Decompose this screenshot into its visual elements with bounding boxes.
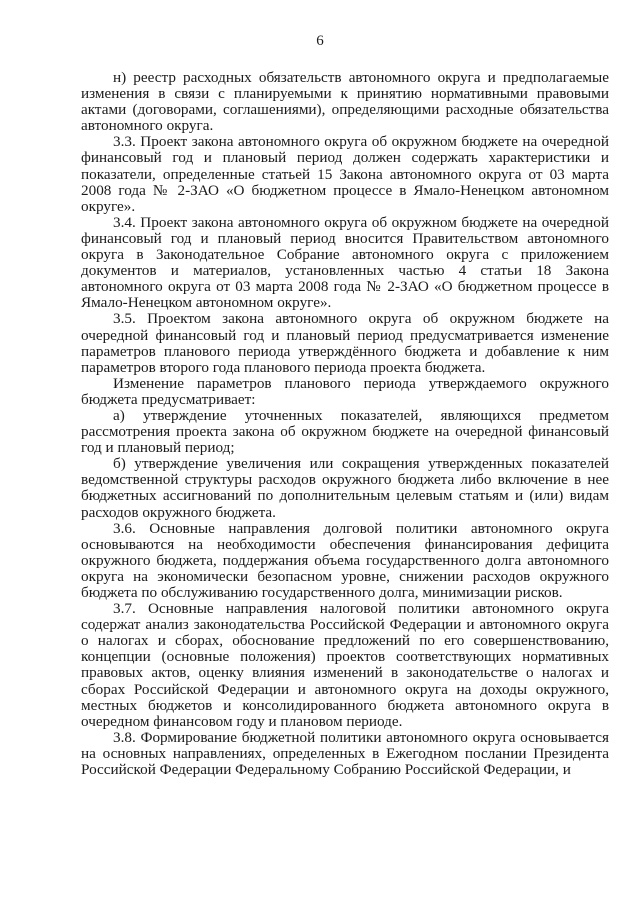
- paragraph-change-params: Изменение параметров планового периода утверждаемого окружного бюджета предусматривает:: [81, 374, 609, 408]
- paragraph-item-n: н) реестр расходных обязательств автономного округа и предполагаемые изменения в связи с планируемыми к принятию нормативными правовыми актами (договорами, соглашениями), определяющими расходные обязательства автономного округа.: [81, 69, 609, 135]
- paragraph-3-3: 3.3. Проект закона автономного округа об окружном бюджете на очередной финансовый год и плановый период должен содержать характеристики и показатели, определенные статьей 15 Закона автономного округа от 03 марта 2008 года № 2-ЗАО «О бюджетном процессе в Ямало-Ненецком автономном округе».: [81, 133, 609, 215]
- paragraph-3-7: 3.7. Основные направления налоговой политики автономного округа содержат анализ законодательства Российской Федерации и автономного округа о налогах и сборах, обоснование предложений по его совершенствованию, концепции (основные положения) проектов соответствующих нормативных правовых актов, оценку влияния изменений в законодательстве о налогах и сборах Российской Федерации и автономного округа на доходы окружного, местных бюджетов и консолидированного бюджета автономного округа в очередном финансовом году и плановом периоде.: [81, 600, 609, 730]
- paragraph-3-4: 3.4. Проект закона автономного округа об окружном бюджете на очередной финансовый год и плановый период вносится Правительством автономного округа в Законодательное Собрание автономного округа с приложением документов и материалов, установленных частью 4 статьи 18 Закона автономного округа от 03 марта 2008 года № 2-ЗАО «О бюджетном процессе в Ямало-Ненецком автономном округе».: [81, 213, 609, 312]
- paragraph-3-8: 3.8. Формирование бюджетной политики автономного округа основывается на основных направлениях, определенных в Ежегодном послании Президента Российской Федерации Федеральному Собранию Российской Федерации, и: [81, 728, 609, 779]
- document-body: [81, 70, 609, 778]
- page-number: 6: [316, 33, 324, 49]
- paragraph-item-b: б) утверждение увеличения или сокращения утвержденных показателей ведомственной структуры расходов окружного бюджета либо включение в нее бюджетных ассигнований по дополнительным целевым статьям и (или) видам расходов окружного бюджета.: [81, 455, 609, 521]
- paragraph-3-5: 3.5. Проектом закона автономного округа об окружном бюджете на очередной финансовый год и плановый период предусматривается изменение параметров планового периода утверждённого бюджета и добавление к ним параметров второго года планового периода проекта бюджета.: [81, 310, 609, 376]
- paragraph-item-a: а) утверждение уточненных показателей, являющихся предметом рассмотрения проекта закона об окружном бюджете на очередной финансовый год и плановый период;: [81, 406, 609, 457]
- paragraph-3-6: 3.6. Основные направления долговой политики автономного округа основываются на необходимости обеспечения финансирования дефицита окружного бюджета, поддержания объема государственного долга автономного округа на экономически безопасном уровне, снижении расходов окружного бюджета по обслуживанию государственного долга, минимизации рисков.: [81, 519, 609, 601]
